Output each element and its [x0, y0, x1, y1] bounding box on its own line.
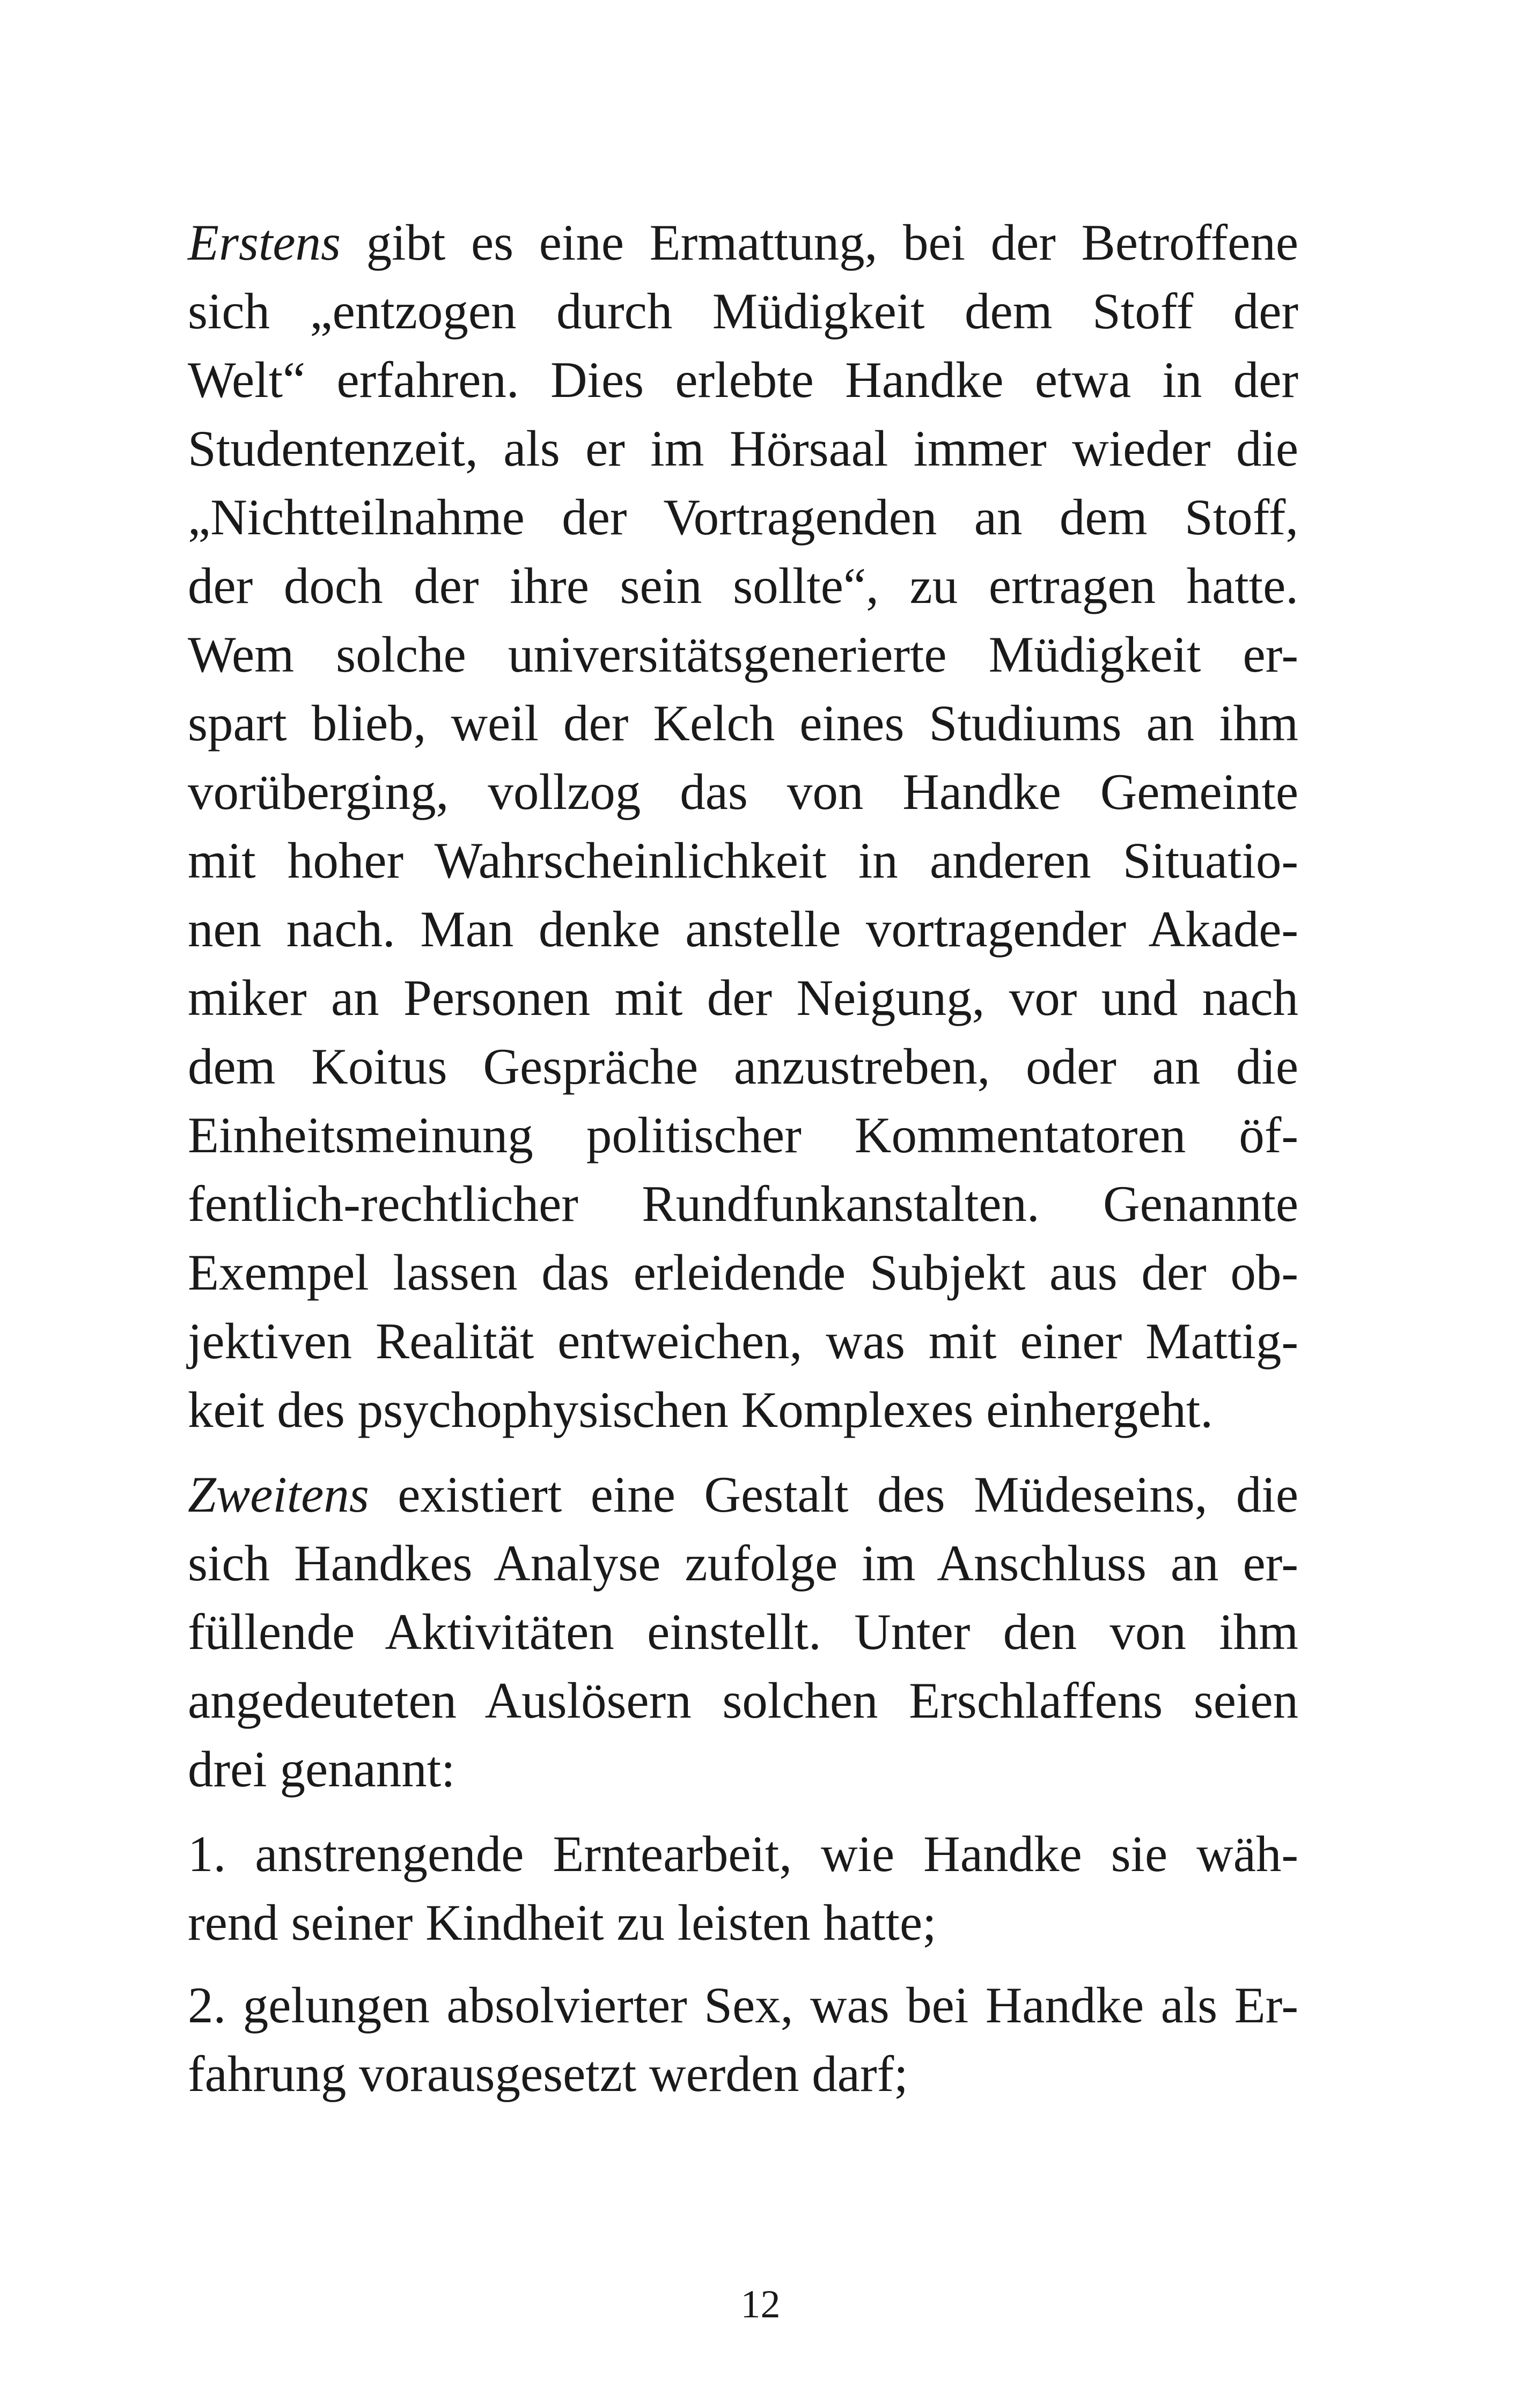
- list-item: [188, 1971, 1298, 2108]
- text-line: füllende Aktivitäten einstellt. Unter den von ihm: [188, 1603, 1298, 1660]
- text-line: Einheitsmeinung politischer Kommentatoren öf-: [188, 1107, 1298, 1164]
- paragraph-erstens: [188, 208, 1298, 1444]
- body-text: [188, 208, 1298, 2108]
- text-line: miker an Personen mit der Neigung, vor und nach: [188, 969, 1298, 1026]
- paragraph-spacer: [188, 1444, 1298, 1460]
- text-line: rend seiner Kindheit zu leisten hatte;: [188, 1894, 937, 1951]
- paragraph-spacer: [188, 1803, 1298, 1820]
- text-line: jektiven Realität entweichen, was mit einer Mattig-: [188, 1313, 1298, 1369]
- text-line: fentlich-rechtlicher Rundfunkanstalten. Genannte: [188, 1175, 1298, 1232]
- text-line: Welt“ erfahren. Dies erlebte Handke etwa in der: [188, 351, 1298, 408]
- text-line: sich „entzogen durch Müdigkeit dem Stoff der: [188, 283, 1298, 340]
- paragraph-zweitens: [188, 1460, 1298, 1803]
- text-line: drei genannt:: [188, 1741, 455, 1798]
- text-line: sich Handkes Analyse zufolge im Anschluss an er-: [188, 1535, 1298, 1592]
- text-line: vorüberging, vollzog das von Handke Gemeinte: [188, 763, 1298, 820]
- list-spacer: [188, 1957, 1298, 1971]
- text-line: dem Koitus Gespräche anzustreben, oder an die: [188, 1038, 1298, 1095]
- text-line: mit hoher Wahrscheinlichkeit in anderen Situatio-: [188, 832, 1298, 889]
- text-line: Wem solche universitätsgenerierte Müdigkeit er-: [188, 626, 1298, 683]
- text-line: der doch der ihre sein sollte“, zu ertragen hatte.: [188, 557, 1298, 614]
- text-line: spart blieb, weil der Kelch eines Studiums an ihm: [188, 695, 1298, 752]
- text-line: Erstens gibt es eine Ermattung, bei der Betroffene: [188, 214, 1298, 271]
- text-line: Zweitens existiert eine Gestalt des Müdeseins, die: [188, 1466, 1298, 1523]
- text-line: fahrung vorausgesetzt werden darf;: [188, 2045, 908, 2102]
- page-number: 12: [740, 2282, 781, 2326]
- text-line: 1. anstrengende Erntearbeit, wie Handke sie wäh-: [188, 1825, 1298, 1882]
- emphasis-erstens: Erstens: [188, 214, 341, 271]
- text-line: 2. gelungen absolvierter Sex, was bei Handke als Er-: [188, 1977, 1298, 2034]
- text-line: angedeuteten Auslösern solchen Erschlaffens seien: [188, 1672, 1298, 1729]
- text-line: keit des psychophysischen Komplexes einhergeht.: [188, 1381, 1214, 1438]
- text-line: Studentenzeit, als er im Hörsaal immer wieder die: [188, 420, 1298, 477]
- text-line: „Nichtteilnahme der Vortragenden an dem Stoff,: [188, 489, 1298, 546]
- text-line: nen nach. Man denke anstelle vortragender Akade-: [188, 901, 1298, 958]
- list-item: [188, 1820, 1298, 1957]
- emphasis-zweitens: Zweitens: [188, 1466, 369, 1523]
- text-line: Exempel lassen das erleidende Subjekt aus der ob-: [188, 1244, 1298, 1301]
